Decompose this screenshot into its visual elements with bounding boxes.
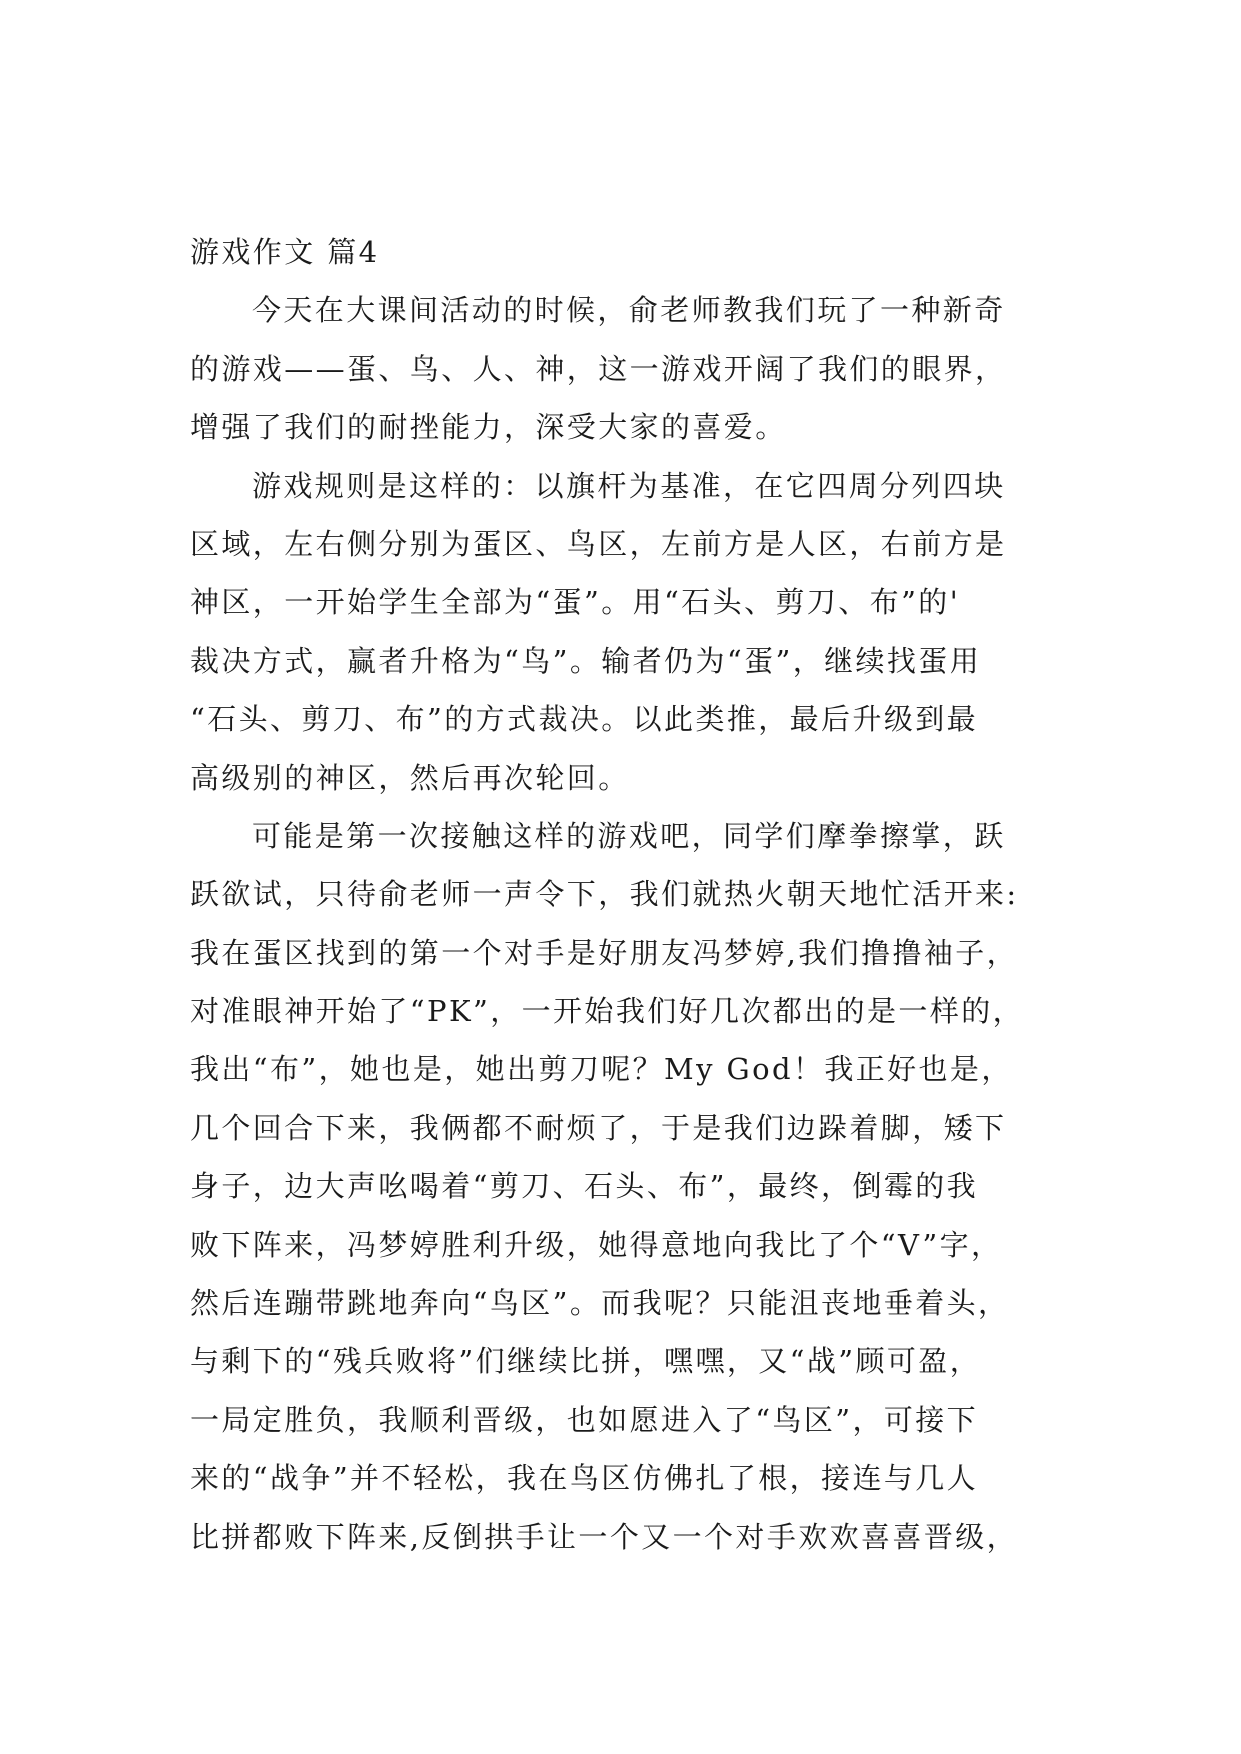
paragraph-line: 败下阵来，冯梦婷胜利升级，她得意地向我比了个“V”字， — [190, 1227, 1003, 1262]
paragraph-line: 游戏规则是这样的：以旗杆为基准，在它四周分列四块 — [252, 468, 1006, 503]
paragraph-line: 几个回合下来，我俩都不耐烦了，于是我们边跺着脚，矮下 — [190, 1110, 1007, 1145]
paragraph-line: 然后连蹦带跳地奔向“鸟区”。而我呢？只能沮丧地垂着头， — [190, 1286, 1010, 1321]
paragraph-line: 高级别的神区，然后再次轮回。 — [190, 760, 630, 795]
paragraph-line: 可能是第一次接触这样的游戏吧，同学们摩拳擦掌，跃 — [252, 818, 1006, 853]
paragraph-line: 裁决方式，赢者升格为“鸟”。输者仍为“蛋”，继续找蛋用 — [190, 643, 982, 678]
paragraph-line: “石头、剪刀、布”的方式裁决。以此类推，最后升级到最 — [190, 702, 979, 737]
paragraph-line: 来的“战争”并不轻松，我在鸟区仿佛扎了根，接连与几人 — [190, 1461, 979, 1496]
essay-heading: 游戏作文 篇4 — [190, 235, 380, 269]
paragraph-2 — [190, 457, 1060, 807]
paragraph-line: 与剩下的“残兵败将”们继续比拼，嘿嘿，又“战”顾可盈， — [190, 1344, 982, 1379]
paragraph-line: 我在蛋区找到的第一个对手是好朋友冯梦婷,我们撸撸袖子， — [190, 935, 1019, 970]
paragraph-line: 的游戏——蛋、鸟、人、神，这一游戏开阔了我们的眼界， — [190, 351, 1007, 386]
paragraph-line: 区域，左右侧分别为蛋区、鸟区，左前方是人区，右前方是 — [190, 526, 1007, 561]
paragraph-3 — [190, 807, 1060, 1566]
paragraph-line: 身子，边大声吆喝着“剪刀、石头、布”，最终，倒霉的我 — [190, 1169, 979, 1204]
paragraph-line: 一局定胜负，我顺利晋级，也如愿进入了“鸟区”，可接下 — [190, 1402, 979, 1437]
paragraph-line: 今天在大课间活动的时候，俞老师教我们玩了一种新奇 — [252, 293, 1006, 328]
paragraph-line: 比拼都败下阵来,反倒拱手让一个又一个对手欢欢喜喜晋级， — [190, 1519, 1019, 1554]
paragraph-1 — [190, 281, 1060, 456]
paragraph-line: 我出“布”，她也是，她出剪刀呢？My God！我正好也是， — [190, 1052, 1013, 1087]
paragraph-line: 对准眼神开始了“PK”，一开始我们好几次都出的是一样的， — [190, 994, 1025, 1029]
document-body — [190, 223, 1060, 1566]
paragraph-line: 神区，一开始学生全部为“蛋”。用“石头、剪刀、布”的' — [190, 585, 961, 620]
paragraph-line: 增强了我们的耐挫能力，深受大家的喜爱。 — [190, 410, 787, 445]
paragraph-line: 跃欲试，只待俞老师一声令下，我们就热火朝天地忙活开来: — [190, 877, 1019, 912]
